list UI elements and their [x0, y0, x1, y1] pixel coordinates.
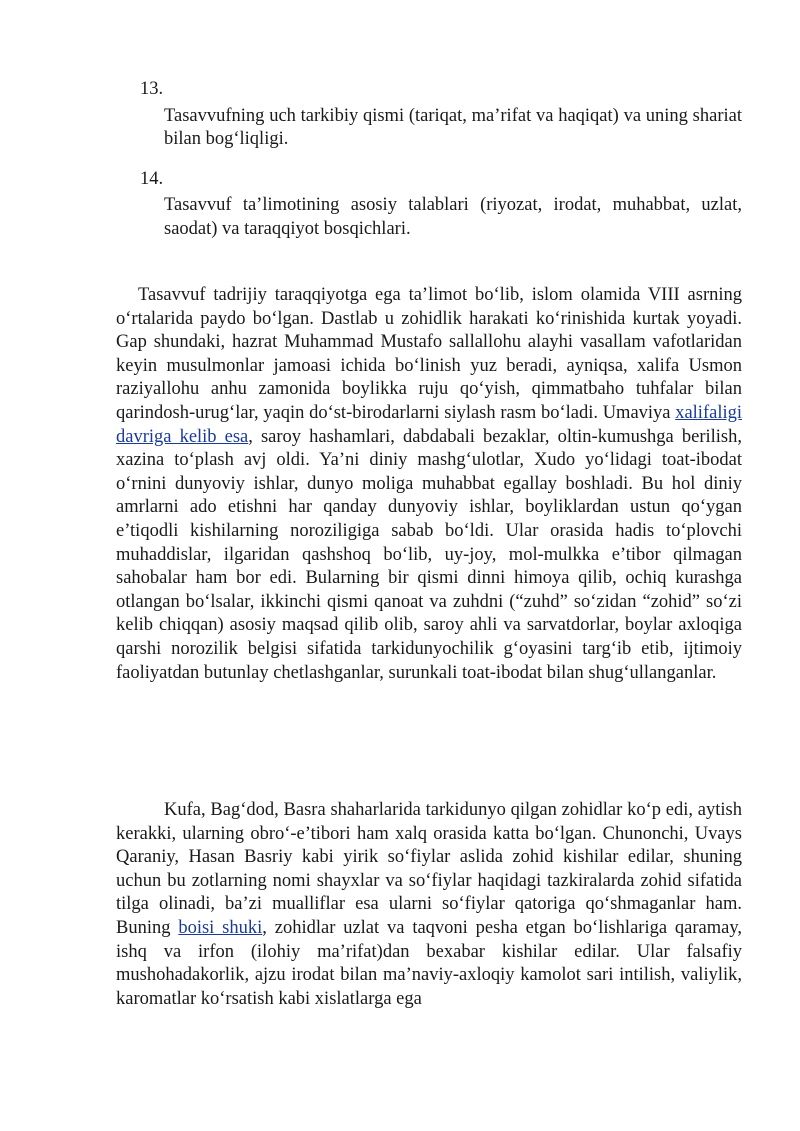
paragraph-1-text-b: , saroy hashamlari, dabdabali bezaklar, oltin-kumushga berilish, xazina to‘plash avj oldi. Ya’ni diniy mashg‘ulotlar, Xudo yo‘lidagi toat-ibodat o‘rnini dunyoviy ishlar, dunyo moliga muhabbat egallay boshladi. Bu hol diniy amrlarni ado etishni har qanday dunyoviy ishlar, boyliklardan ustun qo‘ygan e’tiqodli kishilarning noroziligiga sabab bo‘ldi. Ular orasida hadis to‘plovchi muhaddislar, ilgaridan qashshoq bo‘lib, uy-joy, mol-mulkka e’tibor qilmagan sahobalar ham bor edi. Bularning bir qismi dinni himoya qilib, ochiq kurashga otlangan bo‘lsalar, ikkinchi qismi qanoat va zuhdni (“zuhd” so‘zidan “zohid” so‘zi kelib chiqqan) asosiy maqsad qilib olib, saroy ahli va sarvatdorlar, boylar axloqiga qarshi norozilik belgisi sifatida tarkidunyochilik g‘oyasini targ‘ib etib, ijtimoiy faoliyatdan butunlay chetlashganlar, surunkali toat-ibodat bilan shug‘ullanganlar.	[116, 426, 742, 683]
list-item-number: 14.	[140, 168, 164, 189]
list-item-text: Tasavvufning uch tarkibiy qismi (tariqat, ma’rifat va haqiqat) va uning shariat bilan bog‘liqligi.	[164, 105, 742, 150]
paragraph-2-text-b: , zohidlar uzlat va taqvoni pesha etgan bo‘lishlariga qaramay, ishq va irfon (ilohiy ma’rifat)dan bexabar kishilar edilar. Ular falsafiy mushohadakorlik, ajzu irodat bilan ma’naviy-axloqiy kamolot sari intilish, valiylik, karomatlar ko‘rsatish kabi xislatlarga ega	[116, 917, 743, 1009]
list-item-number: 13.	[140, 79, 164, 99]
paragraph-1-link[interactable]: xalifaligi davriga kelib esa	[116, 402, 742, 447]
paragraph-2-text-a: Kufa, Bag‘dod, Basra shaharlarida tarkidunyo qilgan zohidlar ko‘p edi, aytish kerakki, ularning obro‘-e’tibori ham xalq orasida katta bo‘lgan. Chunonchi, Uvays Qaraniy, Hasan Basriy kabi yirik so‘fiylar aslida zohid kishilar edilar, shuning uchun bu zotlarning nomi shayxlar va so‘fiylar haqidagi tazkiralarda zohid sifatida tilga olinadi, ba’zi mualliflar esa ularni so‘fiylar qatoriga qo‘shmaganlar ham. Buning	[116, 800, 742, 938]
paragraph-2	[116, 799, 742, 1011]
list-item	[140, 78, 742, 152]
list-item	[140, 168, 742, 242]
paragraph-1	[116, 284, 742, 685]
paragraph-1-text-a: Tasavvuf tadrijiy taraqqiyotga ega ta’limot bo‘lib, islom olamida VIII asrning o‘rtalarida paydo bo‘lgan. Dastlab u zohidlik harakati ko‘rinishida kurtak yoyadi. Gap shundaki, hazrat Muhammad Mustafo sallallohu alayhi vasallam vafotlaridan keyin musulmonlar jamoasi ichida bo‘linish yuz beradi, ayniqsa, xalifa Usmon raziyallohu anhu zamonida boylikka ruju qo‘yish, qimmatbaho tuhfalar bilan qarindosh-urug‘lar, yaqin do‘st-birodarlarni siylash rasm bo‘ladi. Umaviya	[116, 285, 742, 423]
numbered-list	[140, 78, 742, 258]
list-item-text: Tasavvuf ta’limotining asosiy talablari (riyozat, irodat, muhabbat, uzlat, saodat) va taraqqiyot bosqichlari.	[164, 195, 742, 239]
paragraph-2-link[interactable]: boisi shuki	[178, 917, 263, 938]
